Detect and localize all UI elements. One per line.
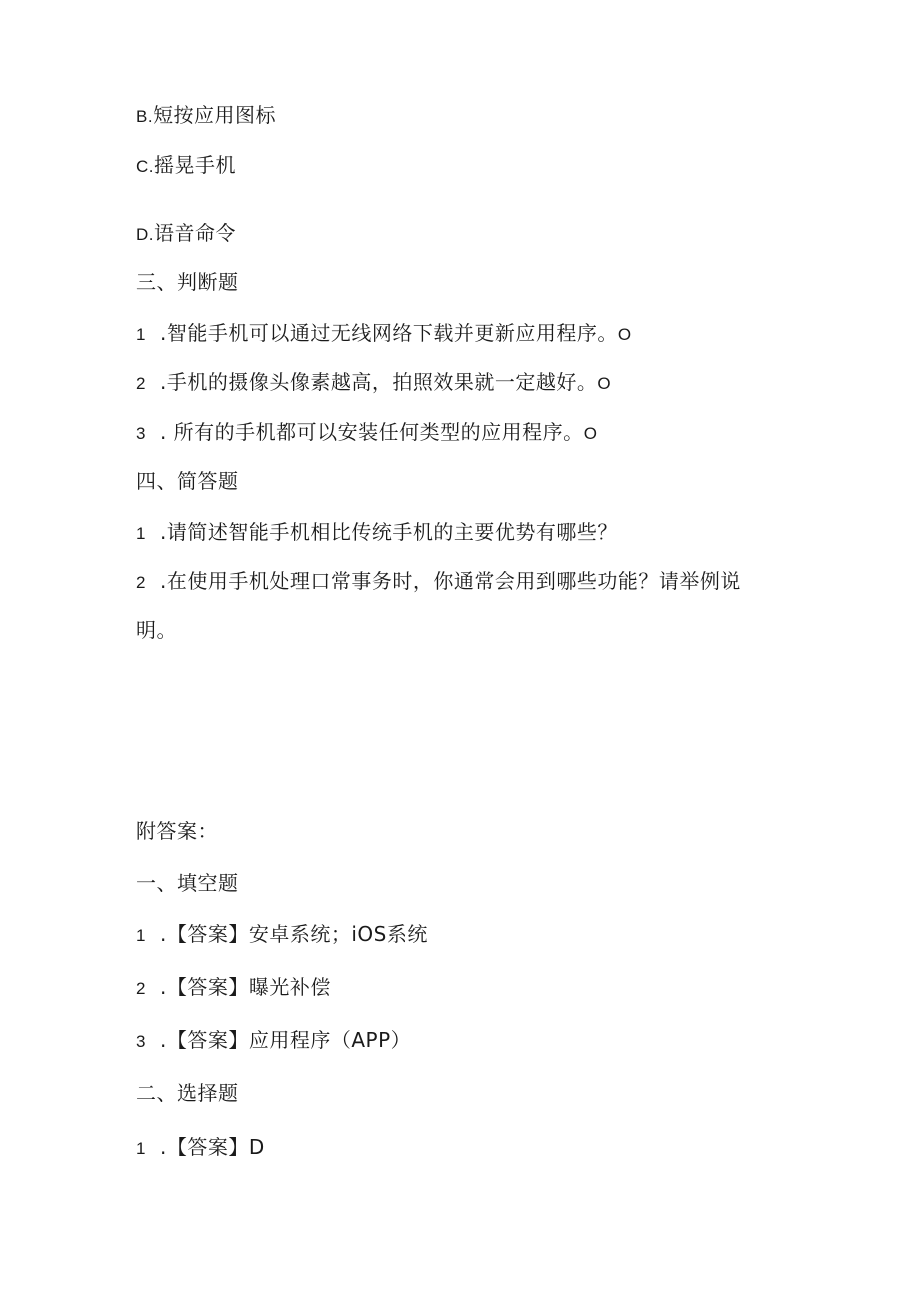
item-number: 3 [136,1032,146,1051]
item-text: .在使用手机处理口常事务时，你通常会用到哪些功能？请举例说 [159,569,741,593]
judge-item-2 [136,368,611,398]
item-number: 1 [136,325,146,344]
item-text: .【答案】安卓系统；iOS系统 [159,922,428,946]
item-number: 2 [136,374,146,393]
item-text: .请简述智能手机相比传统手机的主要优势有哪些？ [159,520,618,544]
short-answer-item-2-continuation: 明。 [136,618,177,642]
item-text: .【答案】曝光补偿 [159,975,331,999]
item-text: . 所有的手机都可以安装任何类型的应用程序。 [159,420,584,444]
item-number: 2 [136,573,146,592]
choice-option-d [136,219,236,249]
fill-answer-3 [136,1026,411,1056]
choice-text: 短按应用图标 [153,103,277,127]
short-answer-item-1 [136,518,618,548]
choice-option-c [136,151,236,181]
item-text: .手机的摄像头像素越高，拍照效果就一定越好。 [159,370,598,394]
choice-letter: C. [136,157,154,176]
fill-answer-1 [136,920,428,950]
section-heading-fill: 一、填空题 [136,871,239,895]
answer-mark: O [617,325,632,344]
section-heading-choice: 二、选择题 [136,1081,239,1105]
choice-letter: D. [136,225,154,244]
fill-answer-2 [136,973,331,1003]
item-text: .【答案】应用程序（APP） [159,1028,412,1052]
choice-option-b [136,101,276,131]
item-number: 1 [136,524,146,543]
answers-heading: 附答案： [136,819,218,843]
judge-item-3 [136,418,597,448]
item-number: 1 [136,1139,146,1158]
section-heading-short-answer: 四、简答题 [136,469,239,493]
item-text: .【答案】D [159,1135,265,1159]
item-number: 2 [136,979,146,998]
section-heading-judge: 三、判断题 [136,270,239,294]
item-number: 1 [136,926,146,945]
choice-answer-1 [136,1133,265,1163]
item-text: .智能手机可以通过无线网络下载并更新应用程序。 [159,321,618,345]
choice-letter: B. [136,107,154,126]
answer-mark: O [583,424,598,443]
item-number: 3 [136,424,146,443]
choice-text: 语音命令 [154,221,236,245]
short-answer-item-2 [136,567,741,597]
choice-text: 摇晃手机 [154,153,236,177]
answer-mark: O [597,374,612,393]
judge-item-1 [136,319,632,349]
